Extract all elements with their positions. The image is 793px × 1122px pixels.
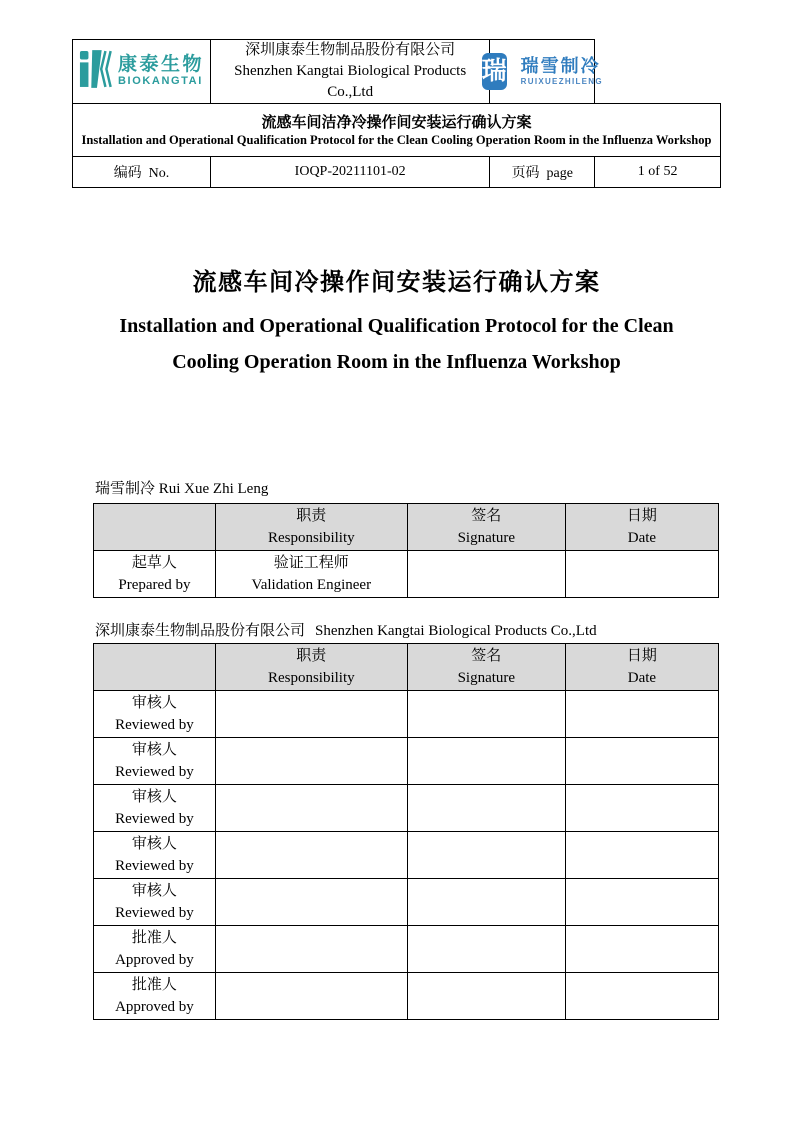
role-cell-cn: 审核人 [131, 742, 177, 758]
role-cell [94, 832, 216, 879]
date-cell [565, 973, 718, 1020]
role-cell-en: Reviewed by [115, 858, 194, 874]
ruixue-logo [481, 53, 603, 90]
table-row [94, 973, 719, 1020]
company-name-cell [211, 40, 490, 104]
responsibility-cell [215, 832, 407, 879]
role-cell [94, 785, 216, 832]
table1-caption: 瑞雪制冷 Rui Xue Zhi Leng [95, 481, 269, 497]
responsibility-cell [215, 926, 407, 973]
table-row [94, 879, 719, 926]
ruixue-logo-cell [481, 40, 603, 104]
header-cell [565, 504, 718, 551]
header-meta-row [73, 157, 721, 188]
header-cell-cn: 签名 [471, 508, 502, 524]
header-cell-en: Responsibility [267, 670, 355, 686]
role-cell-en: Reviewed by [115, 811, 194, 827]
header-cell [565, 644, 718, 691]
responsibility-cell [215, 973, 407, 1020]
kangtai-signature-table [93, 643, 719, 1020]
page-number-label: 页码 page [490, 157, 595, 188]
main-title-cn: 流感车间冷操作间安装运行确认方案 [192, 270, 601, 296]
table-header-row [94, 504, 719, 551]
company-name-en: Shenzhen Kangtai Biological Products Co.,Ltd [234, 63, 467, 100]
table-header-row [94, 644, 719, 691]
signature-cell [407, 691, 565, 738]
role-cell-cn: 起草人 [131, 555, 177, 571]
role-cell-en: Approved by [115, 952, 194, 968]
ruixue-seal-icon: 瑞 [482, 53, 507, 90]
header-cell-en: Date [627, 530, 657, 546]
role-cell [94, 973, 216, 1020]
header-cell-en: Signature [457, 530, 516, 546]
responsibility-cell-cn: 验证工程师 [273, 555, 349, 571]
responsibility-cell [215, 785, 407, 832]
table-row [94, 691, 719, 738]
date-cell [565, 832, 718, 879]
role-cell-en: Prepared by [118, 577, 191, 593]
role-cell-en: Approved by [115, 999, 194, 1015]
signature-cell [407, 879, 565, 926]
page-number-value: 1 of 52 [595, 157, 721, 188]
date-cell [565, 926, 718, 973]
doc-code-label: 编码 No. [73, 157, 211, 188]
header-cell-cn: 签名 [471, 648, 502, 664]
table-row [94, 832, 719, 879]
header-cell-en: Responsibility [267, 530, 355, 546]
biokangtai-name-en: BIOKANGTAI [118, 75, 203, 87]
role-cell-cn: 审核人 [131, 695, 177, 711]
role-cell [94, 738, 216, 785]
signature-cell [407, 738, 565, 785]
responsibility-cell [215, 551, 407, 598]
date-cell [565, 738, 718, 785]
ruixue-wordmark [521, 56, 603, 87]
biokangtai-figure-icon [79, 49, 113, 94]
doc-code-value: IOQP-20211101-02 [211, 157, 490, 188]
role-cell-cn: 审核人 [131, 789, 177, 805]
signature-cell [407, 551, 565, 598]
date-cell [565, 551, 718, 598]
role-cell-cn: 审核人 [131, 883, 177, 899]
ruixue-signature-table [93, 503, 719, 598]
biokangtai-logo [73, 49, 210, 94]
header-cell-cn: 职责 [296, 648, 327, 664]
table-row [94, 926, 719, 973]
role-cell-cn: 批准人 [131, 930, 177, 946]
header-doc-title-cn: 流感车间洁净冷操作间安装运行确认方案 [261, 114, 532, 131]
role-cell-en: Reviewed by [115, 764, 194, 780]
table-row [94, 738, 719, 785]
header-cell [407, 644, 565, 691]
header-title-cell [73, 104, 721, 157]
main-title-en-line1: Installation and Operational Qualification Protocol for the Clean [119, 315, 674, 337]
main-title-en [0, 308, 793, 380]
header-cell [215, 504, 407, 551]
table-row [94, 785, 719, 832]
responsibility-cell [215, 691, 407, 738]
biokangtai-wordmark [118, 55, 204, 88]
header-cell [407, 504, 565, 551]
table2-caption-en: Shenzhen Kangtai Biological Products Co.,Ltd [315, 623, 597, 639]
responsibility-cell-en: Validation Engineer [251, 577, 372, 593]
header-title-row [73, 104, 721, 157]
company-name-cn: 深圳康泰生物制品股份有限公司 [245, 42, 456, 58]
header-cell-cn: 职责 [296, 508, 327, 524]
date-cell [565, 785, 718, 832]
header-logo-row [73, 40, 721, 104]
header-cell [94, 644, 216, 691]
signature-cell [407, 926, 565, 973]
date-cell [565, 879, 718, 926]
role-cell-cn: 批准人 [131, 977, 177, 993]
ruixue-name-cn: 瑞雪制冷 [520, 56, 601, 76]
header-cell [94, 504, 216, 551]
signature-cell [407, 973, 565, 1020]
header-cell-en: Signature [457, 670, 516, 686]
signature-cell [407, 785, 565, 832]
role-cell-cn: 审核人 [131, 836, 177, 852]
date-cell [565, 691, 718, 738]
header-cell-cn: 日期 [626, 508, 657, 524]
header-doc-title-en: Installation and Operational Qualification Protocol for the Clean Cooling Operation Room in the Influenza Workshop [81, 132, 712, 147]
document-header-table [72, 39, 721, 188]
role-cell-en: Reviewed by [115, 905, 194, 921]
header-cell-en: Date [627, 670, 657, 686]
biokangtai-logo-cell [73, 40, 211, 104]
header-cell-cn: 日期 [626, 648, 657, 664]
table2-caption-cn: 深圳康泰生物制品股份有限公司 [95, 623, 306, 639]
role-cell [94, 691, 216, 738]
role-cell [94, 551, 216, 598]
responsibility-cell [215, 879, 407, 926]
role-cell-en: Reviewed by [115, 717, 194, 733]
biokangtai-name-cn: 康泰生物 [118, 54, 205, 75]
role-cell [94, 926, 216, 973]
responsibility-cell [215, 738, 407, 785]
header-cell [215, 644, 407, 691]
role-cell [94, 879, 216, 926]
ruixue-name-en: RUIXUEZHILENG [520, 77, 603, 86]
table2-caption [95, 619, 597, 640]
main-title-en-line2: Cooling Operation Room in the Influenza Workshop [172, 351, 621, 373]
signature-cell [407, 832, 565, 879]
table-row [94, 551, 719, 598]
